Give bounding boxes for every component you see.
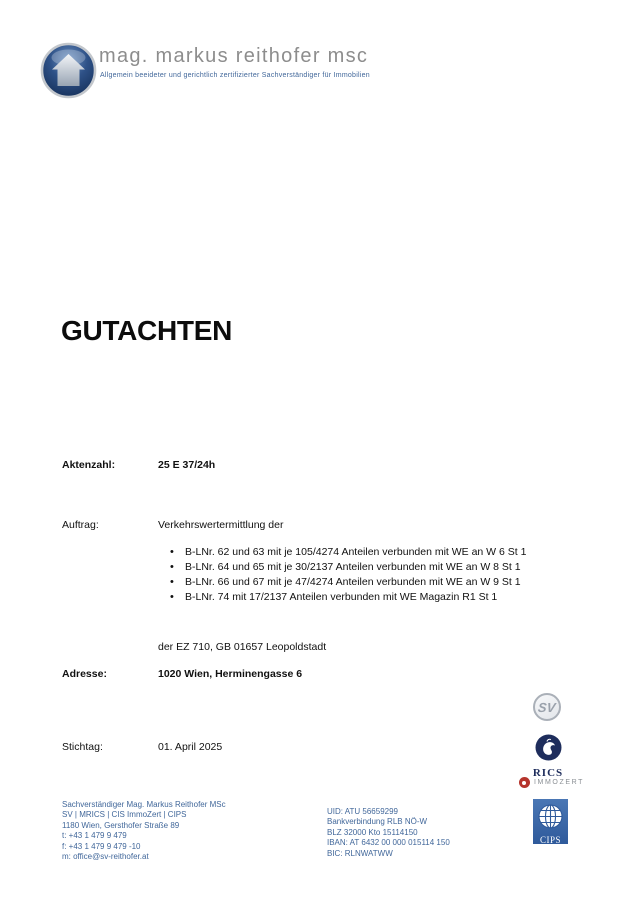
footer-line: BIC: RLNWATWW	[327, 848, 393, 858]
brand-tagline: Allgemein beeideter und gerichtlich zertifizierter Sachverständiger für Immobilien	[100, 72, 370, 79]
sv-seal-label: SV	[537, 699, 557, 715]
auftrag-list-item	[170, 590, 526, 605]
field-auftrag	[62, 519, 283, 531]
footer-line: t: +43 1 479 9 479	[62, 831, 127, 841]
footer-line: UID: ATU 56659299	[327, 807, 399, 816]
footer-line: 1180 Wien, Gersthofer Straße 89	[62, 820, 180, 830]
sv-seal-icon	[533, 693, 561, 721]
field-adresse-value: 1020 Wien, Herminengasse 6	[158, 668, 303, 680]
field-adresse-label: Adresse:	[62, 668, 107, 680]
field-aktenzahl-value: 25 E 37/24h	[158, 459, 216, 471]
field-stichtag-value: 01. April 2025	[158, 741, 223, 753]
brand-name: mag. markus reithofer msc	[99, 45, 369, 67]
field-auftrag-label: Auftrag:	[62, 519, 99, 531]
auftrag-list-item-text: B-LNr. 62 und 63 mit je 105/4274 Anteilen verbunden mit WE an W 6 St 1	[185, 546, 527, 558]
rics-lion-icon	[535, 748, 562, 765]
footer-line: Sachverständiger Mag. Markus Reithofer MSc	[62, 800, 226, 809]
page-title: GUTACHTEN	[61, 315, 232, 346]
footer-line: f: +43 1 479 9 479 -10	[62, 841, 141, 851]
footer-line: Bankverbindung RLB NÖ-W	[327, 817, 428, 827]
auftrag-suffix: der EZ 710, GB 01657 Leopoldstadt	[158, 641, 327, 653]
cips-globe-icon	[536, 802, 565, 836]
immozert-badge	[519, 777, 584, 788]
house-icon	[40, 42, 97, 99]
auftrag-list-item-text: B-LNr. 66 und 67 mit je 47/4274 Anteilen verbunden mit WE an W 9 St 1	[185, 576, 521, 588]
rics-badge	[530, 734, 566, 779]
immozert-label: IMMOZERT	[534, 779, 585, 786]
auftrag-list-item	[170, 560, 526, 575]
footer-email: m: office@sv-reithofer.at	[62, 852, 149, 862]
footer-line: SV | MRICS | CIS ImmoZert | CIPS	[62, 810, 187, 820]
footer-line: BLZ 32000 Kto 15114150	[327, 827, 418, 837]
field-adresse	[62, 668, 302, 680]
auftrag-list-item	[170, 575, 526, 590]
immozert-dot-icon	[519, 777, 530, 788]
auftrag-list	[170, 545, 526, 605]
field-aktenzahl	[62, 459, 215, 471]
field-stichtag-label: Stichtag:	[62, 741, 103, 753]
cips-badge	[533, 799, 568, 844]
field-auftrag-value: Verkehrswertermittlung der	[158, 519, 284, 531]
field-stichtag	[62, 741, 222, 753]
footer-contact-block	[62, 800, 226, 862]
footer-bank-block	[327, 807, 450, 859]
auftrag-list-item	[170, 545, 526, 560]
auftrag-list-item-text: B-LNr. 64 und 65 mit je 30/2137 Anteilen verbunden mit WE an W 8 St 1	[185, 561, 521, 573]
footer-line: IBAN: AT 6432 00 000 015114 150	[327, 838, 450, 848]
auftrag-list-item-text: B-LNr. 74 mit 17/2137 Anteilen verbunden mit WE Magazin R1 St 1	[185, 591, 498, 603]
field-aktenzahl-label: Aktenzahl:	[62, 459, 116, 471]
rics-label: RICS	[532, 767, 564, 779]
cips-label: CIPS	[539, 835, 561, 845]
